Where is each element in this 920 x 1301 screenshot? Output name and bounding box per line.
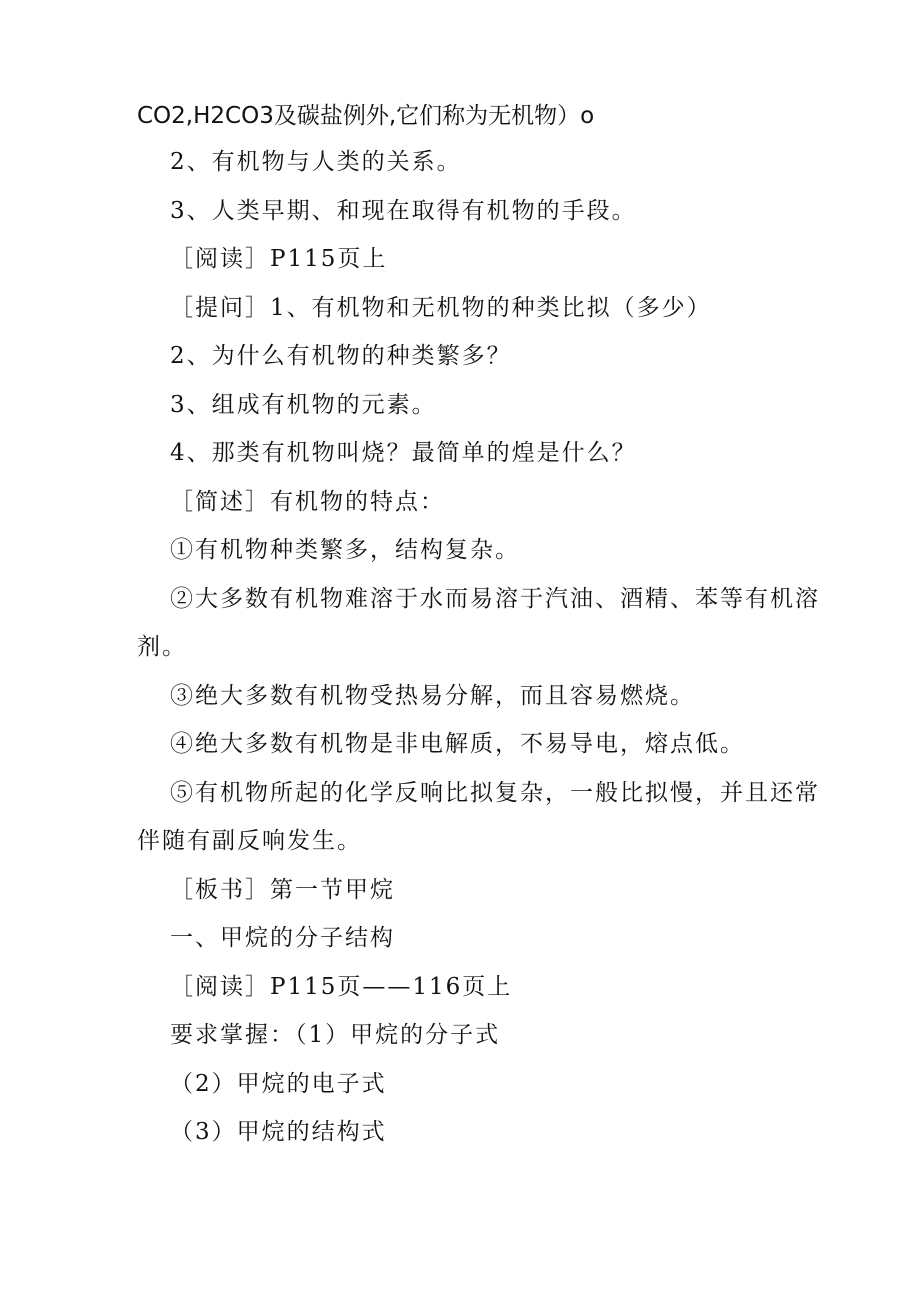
text-line-15: ⑤有机物所起的化学反响比拟复杂，一般比拟慢，并且还常: [170, 780, 820, 806]
text-line-6: 2、为什么有机物的种类繁多？: [170, 343, 512, 369]
text-line-22: （3）甲烷的结构式: [170, 1119, 387, 1145]
text-line-10: ①有机物种类繁多，结构复杂。: [170, 537, 520, 563]
text-line-21: （2）甲烷的电子式: [170, 1071, 387, 1097]
text-line-19: ［阅读］P115页——116页上: [170, 974, 513, 1000]
text-line-16: 伴随有副反响发生。: [137, 828, 362, 854]
text-line-17: ［板书］第一节甲烷: [170, 877, 395, 903]
text-line-5: ［提问］1、有机物和无机物的种类比拟（多少）: [170, 295, 712, 321]
text-line-20: 要求掌握：（1）甲烷的分子式: [170, 1022, 501, 1048]
text-line-12: 剂。: [137, 634, 187, 660]
text-line-9: ［简述］有机物的特点：: [170, 489, 445, 515]
text-line-3: 3、人类早期、和现在取得有机物的手段。: [170, 198, 637, 224]
text-line-1: CO2,H2CO3及碳盐例外,它们称为无机物）o: [137, 103, 595, 129]
text-line-8: 4、那类有机物叫烧？最简单的煌是什么？: [170, 440, 637, 466]
text-line-13: ③绝大多数有机物受热易分解，而且容易燃烧。: [170, 683, 695, 709]
text-line-18: 一、甲烷的分子结构: [170, 925, 395, 951]
text-line-14: ④绝大多数有机物是非电解质，不易导电，熔点低。: [170, 731, 745, 757]
text-line-11: ②大多数有机物难溶于水而易溶于汽油、酒精、苯等有机溶: [170, 586, 820, 612]
text-line-4: ［阅读］P115页上: [170, 246, 388, 272]
text-line-2: 2、有机物与人类的关系。: [170, 149, 462, 175]
text-line-7: 3、组成有机物的元素。: [170, 392, 437, 418]
